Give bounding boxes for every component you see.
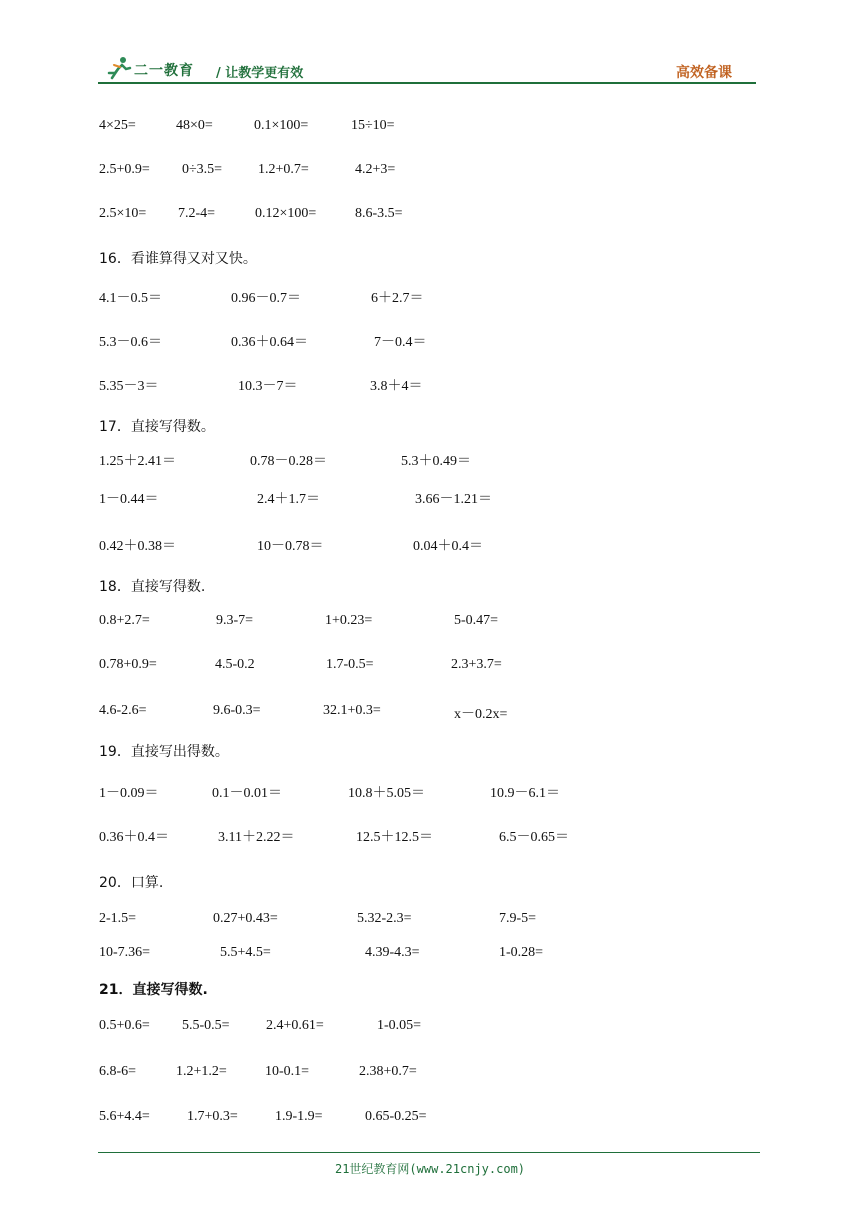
problem: 0.65-0.25= bbox=[365, 1109, 427, 1124]
question-title: 18．直接写得数. bbox=[99, 579, 206, 595]
header-tag: 高效备课 bbox=[676, 65, 732, 81]
problem: 5.5-0.5= bbox=[182, 1018, 230, 1033]
problem: 8.6-3.5= bbox=[355, 206, 403, 221]
problem: 0.1－0.01＝ bbox=[212, 786, 282, 801]
problem: 1.7-0.5= bbox=[326, 657, 374, 672]
question-title: 17．直接写得数。 bbox=[99, 419, 215, 435]
problem: 10-7.36= bbox=[99, 945, 151, 960]
problem: 1.25＋2.41＝ bbox=[99, 454, 176, 469]
problem: 10.3－7＝ bbox=[238, 379, 298, 394]
problem: 7.9-5= bbox=[499, 911, 537, 926]
problem: 5.32-2.3= bbox=[357, 911, 412, 926]
problem: 12.5＋12.5＝ bbox=[356, 830, 433, 845]
problem: 1-0.05= bbox=[377, 1018, 422, 1033]
problem: 0.12×100= bbox=[255, 206, 317, 221]
problem: 1+0.23= bbox=[325, 613, 373, 628]
problem: 10.9－6.1＝ bbox=[490, 786, 560, 801]
problem: 4.2+3= bbox=[355, 162, 396, 177]
problem: 2.4＋1.7＝ bbox=[257, 492, 320, 507]
problem: 7.2-4= bbox=[178, 206, 216, 221]
page-footer: 21世纪教育网(www.21cnjy.com) bbox=[334, 1162, 526, 1176]
problem: 48×0= bbox=[176, 118, 213, 133]
problem: 1.2+0.7= bbox=[258, 162, 309, 177]
problem: 4.6-2.6= bbox=[99, 703, 147, 718]
problem: 1－0.09＝ bbox=[99, 786, 159, 801]
problem: 0.5+0.6= bbox=[99, 1018, 150, 1033]
problem: 0÷3.5= bbox=[182, 162, 223, 177]
problem: 15÷10= bbox=[351, 118, 395, 133]
problem: 3.11＋2.22＝ bbox=[218, 830, 295, 845]
problem: 6.5－0.65＝ bbox=[499, 830, 569, 845]
problem: 3.66－1.21＝ bbox=[415, 492, 492, 507]
problem: 4.1－0.5＝ bbox=[99, 291, 162, 306]
question-title: 20．口算. bbox=[99, 875, 164, 891]
problem: 0.8+2.7= bbox=[99, 613, 150, 628]
problem: 9.3-7= bbox=[216, 613, 254, 628]
problem: 2.3+3.7= bbox=[451, 657, 502, 672]
problem: 0.27+0.43= bbox=[213, 911, 278, 926]
problem: 4.39-4.3= bbox=[365, 945, 420, 960]
problem: 1－0.44＝ bbox=[99, 492, 159, 507]
problem: 5-0.47= bbox=[454, 613, 499, 628]
problem: 5.6+4.4= bbox=[99, 1109, 150, 1124]
problem: 5.3＋0.49＝ bbox=[401, 454, 471, 469]
problem: 1.9-1.9= bbox=[275, 1109, 323, 1124]
problem: 1-0.28= bbox=[499, 945, 544, 960]
page-header bbox=[98, 56, 756, 82]
problem: 9.6-0.3= bbox=[213, 703, 261, 718]
problem: 10-0.1= bbox=[265, 1064, 310, 1079]
problem: 10－0.78＝ bbox=[257, 539, 324, 554]
problem: 0.96－0.7＝ bbox=[231, 291, 301, 306]
problem: 5.3－0.6＝ bbox=[99, 335, 162, 350]
question-title: 21．直接写得数. bbox=[99, 982, 208, 998]
problem: 7－0.4＝ bbox=[374, 335, 427, 350]
problem: 2-1.5= bbox=[99, 911, 137, 926]
problem: 6.8-6= bbox=[99, 1064, 137, 1079]
footer-divider bbox=[98, 1152, 760, 1153]
problem: 6＋2.7＝ bbox=[371, 291, 424, 306]
runner-logo-icon bbox=[106, 56, 132, 80]
problem: 0.36＋0.64＝ bbox=[231, 335, 308, 350]
brand-name: 二一教育 bbox=[134, 63, 194, 79]
problem: 0.78－0.28＝ bbox=[250, 454, 327, 469]
problem: 0.42＋0.38＝ bbox=[99, 539, 176, 554]
problem: x－0.2x= bbox=[454, 707, 508, 722]
problem: 0.78+0.9= bbox=[99, 657, 157, 672]
question-title: 19．直接写出得数。 bbox=[99, 744, 229, 760]
problem: 2.5+0.9= bbox=[99, 162, 150, 177]
problem: 1.7+0.3= bbox=[187, 1109, 238, 1124]
slogan: / 让教学更有效 bbox=[216, 66, 304, 81]
problem: 5.35－3＝ bbox=[99, 379, 159, 394]
problem: 32.1+0.3= bbox=[323, 703, 381, 718]
problem: 2.38+0.7= bbox=[359, 1064, 417, 1079]
problem: 2.5×10= bbox=[99, 206, 147, 221]
problem: 4.5-0.2 bbox=[215, 657, 255, 672]
problem: 3.8＋4＝ bbox=[370, 379, 423, 394]
question-title: 16．看谁算得又对又快。 bbox=[99, 251, 257, 267]
problem: 4×25= bbox=[99, 118, 136, 133]
problem: 2.4+0.61= bbox=[266, 1018, 324, 1033]
problem: 0.36＋0.4＝ bbox=[99, 830, 169, 845]
header-divider bbox=[98, 82, 756, 84]
problem: 10.8＋5.05＝ bbox=[348, 786, 425, 801]
problem: 1.2+1.2= bbox=[176, 1064, 227, 1079]
problem: 5.5+4.5= bbox=[220, 945, 271, 960]
problem: 0.04＋0.4＝ bbox=[413, 539, 483, 554]
problem: 0.1×100= bbox=[254, 118, 309, 133]
